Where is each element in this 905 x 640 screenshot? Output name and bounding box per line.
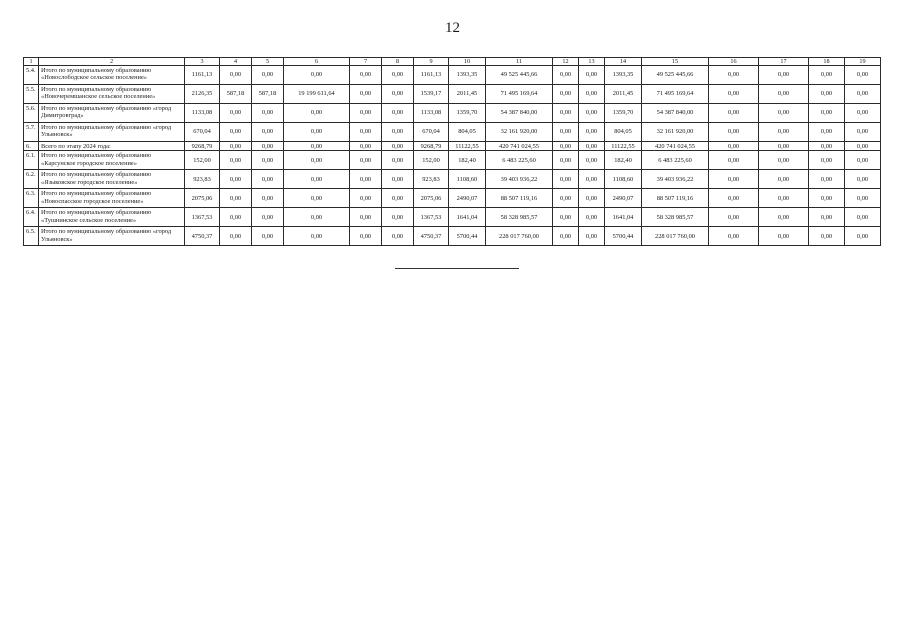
value-cell: 670,04 <box>185 123 220 142</box>
value-cell: 49 525 445,66 <box>486 66 553 85</box>
row-number-cell: 6.5. <box>24 227 39 246</box>
row-number-cell: 6. <box>24 142 39 151</box>
table-row <box>24 170 881 189</box>
value-cell: 2075,06 <box>414 189 449 208</box>
value-cell: 71 495 169,64 <box>642 85 709 104</box>
value-cell: 804,05 <box>605 123 642 142</box>
value-cell: 0,00 <box>220 123 252 142</box>
value-cell: 0,00 <box>252 151 284 170</box>
value-cell: 0,00 <box>809 104 845 123</box>
value-cell: 0,00 <box>709 123 759 142</box>
value-cell: 587,18 <box>220 85 252 104</box>
value-cell: 0,00 <box>350 104 382 123</box>
column-header: 11 <box>486 58 553 66</box>
value-cell: 0,00 <box>284 66 350 85</box>
value-cell: 0,00 <box>284 123 350 142</box>
row-name-cell: Итого по муниципальному образованию «Новослободское сельское поселение» <box>39 66 185 85</box>
value-cell: 11122,55 <box>449 142 486 151</box>
row-number-cell: 5.7. <box>24 123 39 142</box>
value-cell: 182,40 <box>449 151 486 170</box>
value-cell: 228 017 760,00 <box>486 227 553 246</box>
value-cell: 19 199 611,64 <box>284 85 350 104</box>
value-cell: 0,00 <box>382 123 414 142</box>
value-cell: 0,00 <box>759 85 809 104</box>
table-row <box>24 142 881 151</box>
value-cell: 0,00 <box>709 66 759 85</box>
value-cell: 152,00 <box>414 151 449 170</box>
value-cell: 2126,35 <box>185 85 220 104</box>
value-cell: 0,00 <box>553 123 579 142</box>
column-header: 7 <box>350 58 382 66</box>
value-cell: 0,00 <box>284 170 350 189</box>
value-cell: 0,00 <box>284 151 350 170</box>
value-cell: 0,00 <box>845 66 881 85</box>
value-cell: 0,00 <box>579 151 605 170</box>
value-cell: 4750,37 <box>414 227 449 246</box>
value-cell: 0,00 <box>809 85 845 104</box>
value-cell: 58 328 985,57 <box>642 208 709 227</box>
row-name-cell: Итого по муниципальному образованию «город Ульяновск» <box>39 123 185 142</box>
value-cell: 0,00 <box>845 227 881 246</box>
value-cell: 5700,44 <box>605 227 642 246</box>
value-cell: 0,00 <box>579 123 605 142</box>
value-cell: 0,00 <box>553 189 579 208</box>
value-cell: 9268,79 <box>185 142 220 151</box>
row-name-cell: Итого по муниципальному образованию «Тушнинское сельское поселение» <box>39 208 185 227</box>
row-name-cell: Итого по муниципальному образованию «Карсунское городское поселение» <box>39 151 185 170</box>
value-cell: 0,00 <box>709 151 759 170</box>
value-cell: 1108,60 <box>449 170 486 189</box>
value-cell: 39 403 936,22 <box>486 170 553 189</box>
value-cell: 0,00 <box>350 151 382 170</box>
value-cell: 0,00 <box>252 123 284 142</box>
table-row <box>24 104 881 123</box>
value-cell: 0,00 <box>759 227 809 246</box>
value-cell: 0,00 <box>382 227 414 246</box>
value-cell: 2011,45 <box>449 85 486 104</box>
value-cell: 923,83 <box>414 170 449 189</box>
value-cell: 39 403 936,22 <box>642 170 709 189</box>
value-cell: 0,00 <box>382 208 414 227</box>
value-cell: 1161,13 <box>414 66 449 85</box>
value-cell: 2490,07 <box>605 189 642 208</box>
column-header: 16 <box>709 58 759 66</box>
value-cell: 2075,06 <box>185 189 220 208</box>
value-cell: 0,00 <box>759 123 809 142</box>
value-cell: 0,00 <box>284 189 350 208</box>
value-cell: 0,00 <box>350 227 382 246</box>
value-cell: 0,00 <box>220 227 252 246</box>
page-number: 12 <box>445 20 460 36</box>
value-cell: 54 387 840,00 <box>486 104 553 123</box>
value-cell: 0,00 <box>759 170 809 189</box>
value-cell: 0,00 <box>553 151 579 170</box>
value-cell: 0,00 <box>709 170 759 189</box>
row-number-cell: 6.3. <box>24 189 39 208</box>
value-cell: 0,00 <box>382 189 414 208</box>
value-cell: 6 483 225,60 <box>486 151 553 170</box>
value-cell: 54 387 840,00 <box>642 104 709 123</box>
value-cell: 1367,53 <box>414 208 449 227</box>
value-cell: 0,00 <box>709 189 759 208</box>
value-cell: 0,00 <box>709 104 759 123</box>
value-cell: 0,00 <box>759 104 809 123</box>
table-row <box>24 227 881 246</box>
value-cell: 0,00 <box>553 170 579 189</box>
value-cell: 0,00 <box>579 227 605 246</box>
value-cell: 923,83 <box>185 170 220 189</box>
value-cell: 0,00 <box>220 142 252 151</box>
value-cell: 804,05 <box>449 123 486 142</box>
row-number-cell: 6.2. <box>24 170 39 189</box>
value-cell: 0,00 <box>809 142 845 151</box>
value-cell: 0,00 <box>809 227 845 246</box>
value-cell: 88 507 119,16 <box>642 189 709 208</box>
value-cell: 0,00 <box>284 104 350 123</box>
value-cell: 0,00 <box>809 66 845 85</box>
value-cell: 0,00 <box>220 189 252 208</box>
value-cell: 0,00 <box>579 170 605 189</box>
row-name-cell: Итого по муниципальному образованию «город Димитровград» <box>39 104 185 123</box>
value-cell: 0,00 <box>553 142 579 151</box>
value-cell: 32 161 920,00 <box>642 123 709 142</box>
value-cell: 0,00 <box>579 66 605 85</box>
value-cell: 2011,45 <box>605 85 642 104</box>
value-cell: 0,00 <box>759 151 809 170</box>
value-cell: 0,00 <box>759 208 809 227</box>
table-row <box>24 189 881 208</box>
value-cell: 1359,70 <box>449 104 486 123</box>
value-cell: 0,00 <box>709 227 759 246</box>
table-row <box>24 208 881 227</box>
value-cell: 0,00 <box>220 208 252 227</box>
value-cell: 5700,44 <box>449 227 486 246</box>
value-cell: 0,00 <box>220 170 252 189</box>
value-cell: 0,00 <box>220 104 252 123</box>
column-header: 8 <box>382 58 414 66</box>
row-number-cell: 6.4. <box>24 208 39 227</box>
value-cell: 0,00 <box>709 208 759 227</box>
value-cell: 0,00 <box>845 142 881 151</box>
value-cell: 0,00 <box>382 85 414 104</box>
value-cell: 0,00 <box>220 66 252 85</box>
value-cell: 32 161 920,00 <box>486 123 553 142</box>
value-cell: 2490,07 <box>449 189 486 208</box>
value-cell: 0,00 <box>382 170 414 189</box>
end-rule <box>395 268 519 269</box>
column-header: 18 <box>809 58 845 66</box>
column-header: 17 <box>759 58 809 66</box>
value-cell: 0,00 <box>252 104 284 123</box>
value-cell: 0,00 <box>252 170 284 189</box>
value-cell: 0,00 <box>350 142 382 151</box>
column-header: 19 <box>845 58 881 66</box>
value-cell: 1393,35 <box>605 66 642 85</box>
column-header: 6 <box>284 58 350 66</box>
table-row <box>24 85 881 104</box>
column-header: 9 <box>414 58 449 66</box>
value-cell: 0,00 <box>252 142 284 151</box>
column-header: 12 <box>553 58 579 66</box>
value-cell: 0,00 <box>809 189 845 208</box>
value-cell: 0,00 <box>579 208 605 227</box>
value-cell: 1641,04 <box>605 208 642 227</box>
value-cell: 1359,70 <box>605 104 642 123</box>
value-cell: 1133,08 <box>185 104 220 123</box>
value-cell: 0,00 <box>252 66 284 85</box>
table-body <box>24 66 881 246</box>
value-cell: 0,00 <box>579 85 605 104</box>
value-cell: 420 741 024,55 <box>486 142 553 151</box>
value-cell: 0,00 <box>553 227 579 246</box>
value-cell: 0,00 <box>845 170 881 189</box>
value-cell: 670,04 <box>414 123 449 142</box>
value-cell: 0,00 <box>252 227 284 246</box>
table-row <box>24 151 881 170</box>
column-header: 10 <box>449 58 486 66</box>
value-cell: 9268,79 <box>414 142 449 151</box>
value-cell: 0,00 <box>845 104 881 123</box>
value-cell: 1393,35 <box>449 66 486 85</box>
table-row <box>24 123 881 142</box>
value-cell: 0,00 <box>845 123 881 142</box>
value-cell: 0,00 <box>709 142 759 151</box>
value-cell: 4750,37 <box>185 227 220 246</box>
value-cell: 0,00 <box>845 208 881 227</box>
row-number-cell: 5.5. <box>24 85 39 104</box>
value-cell: 49 525 445,66 <box>642 66 709 85</box>
value-cell: 0,00 <box>759 189 809 208</box>
value-cell: 0,00 <box>382 151 414 170</box>
value-cell: 0,00 <box>579 142 605 151</box>
value-cell: 0,00 <box>350 85 382 104</box>
value-cell: 0,00 <box>220 151 252 170</box>
column-header: 15 <box>642 58 709 66</box>
value-cell: 1161,13 <box>185 66 220 85</box>
value-cell: 0,00 <box>350 208 382 227</box>
value-cell: 0,00 <box>553 208 579 227</box>
value-cell: 0,00 <box>350 170 382 189</box>
value-cell: 0,00 <box>845 85 881 104</box>
value-cell: 0,00 <box>845 189 881 208</box>
value-cell: 0,00 <box>284 142 350 151</box>
column-header: 4 <box>220 58 252 66</box>
value-cell: 0,00 <box>284 208 350 227</box>
row-number-cell: 6.1. <box>24 151 39 170</box>
value-cell: 152,00 <box>185 151 220 170</box>
column-header: 1 <box>24 58 39 66</box>
value-cell: 228 017 760,00 <box>642 227 709 246</box>
column-number-row <box>24 58 881 66</box>
value-cell: 0,00 <box>579 189 605 208</box>
column-header: 2 <box>39 58 185 66</box>
value-cell: 0,00 <box>382 142 414 151</box>
value-cell: 0,00 <box>809 208 845 227</box>
table-row <box>24 66 881 85</box>
value-cell: 0,00 <box>553 104 579 123</box>
value-cell: 0,00 <box>350 189 382 208</box>
value-cell: 0,00 <box>759 66 809 85</box>
column-header: 14 <box>605 58 642 66</box>
value-cell: 0,00 <box>382 104 414 123</box>
row-name-cell: Итого по муниципальному образованию «Языковское городское поселение» <box>39 170 185 189</box>
value-cell: 0,00 <box>553 85 579 104</box>
row-name-cell: Итого по муниципальному образованию «Новочеремшанское сельское поселение» <box>39 85 185 104</box>
value-cell: 0,00 <box>382 66 414 85</box>
value-cell: 0,00 <box>809 123 845 142</box>
value-cell: 0,00 <box>809 170 845 189</box>
value-cell: 0,00 <box>252 208 284 227</box>
column-header: 5 <box>252 58 284 66</box>
value-cell: 420 741 024,55 <box>642 142 709 151</box>
row-name-cell: Итого по муниципальному образованию «город Ульяновск» <box>39 227 185 246</box>
column-header: 3 <box>185 58 220 66</box>
value-cell: 0,00 <box>709 85 759 104</box>
value-cell: 1133,08 <box>414 104 449 123</box>
value-cell: 0,00 <box>553 66 579 85</box>
value-cell: 0,00 <box>759 142 809 151</box>
value-cell: 88 507 119,16 <box>486 189 553 208</box>
value-cell: 0,00 <box>809 151 845 170</box>
row-number-cell: 5.6. <box>24 104 39 123</box>
value-cell: 58 328 985,57 <box>486 208 553 227</box>
value-cell: 0,00 <box>252 189 284 208</box>
value-cell: 1108,60 <box>605 170 642 189</box>
column-header: 13 <box>579 58 605 66</box>
value-cell: 1641,04 <box>449 208 486 227</box>
value-cell: 71 495 169,64 <box>486 85 553 104</box>
value-cell: 0,00 <box>284 227 350 246</box>
row-name-cell: Всего по этапу 2024 года: <box>39 142 185 151</box>
row-name-cell: Итого по муниципальному образованию «Новоспасское городское поселение» <box>39 189 185 208</box>
value-cell: 0,00 <box>350 123 382 142</box>
value-cell: 0,00 <box>579 104 605 123</box>
value-cell: 1539,17 <box>414 85 449 104</box>
value-cell: 587,18 <box>252 85 284 104</box>
value-cell: 6 483 225,60 <box>642 151 709 170</box>
value-cell: 1367,53 <box>185 208 220 227</box>
value-cell: 0,00 <box>845 151 881 170</box>
value-cell: 0,00 <box>350 66 382 85</box>
value-cell: 182,40 <box>605 151 642 170</box>
value-cell: 11122,55 <box>605 142 642 151</box>
data-table <box>23 57 881 246</box>
row-number-cell: 5.4. <box>24 66 39 85</box>
